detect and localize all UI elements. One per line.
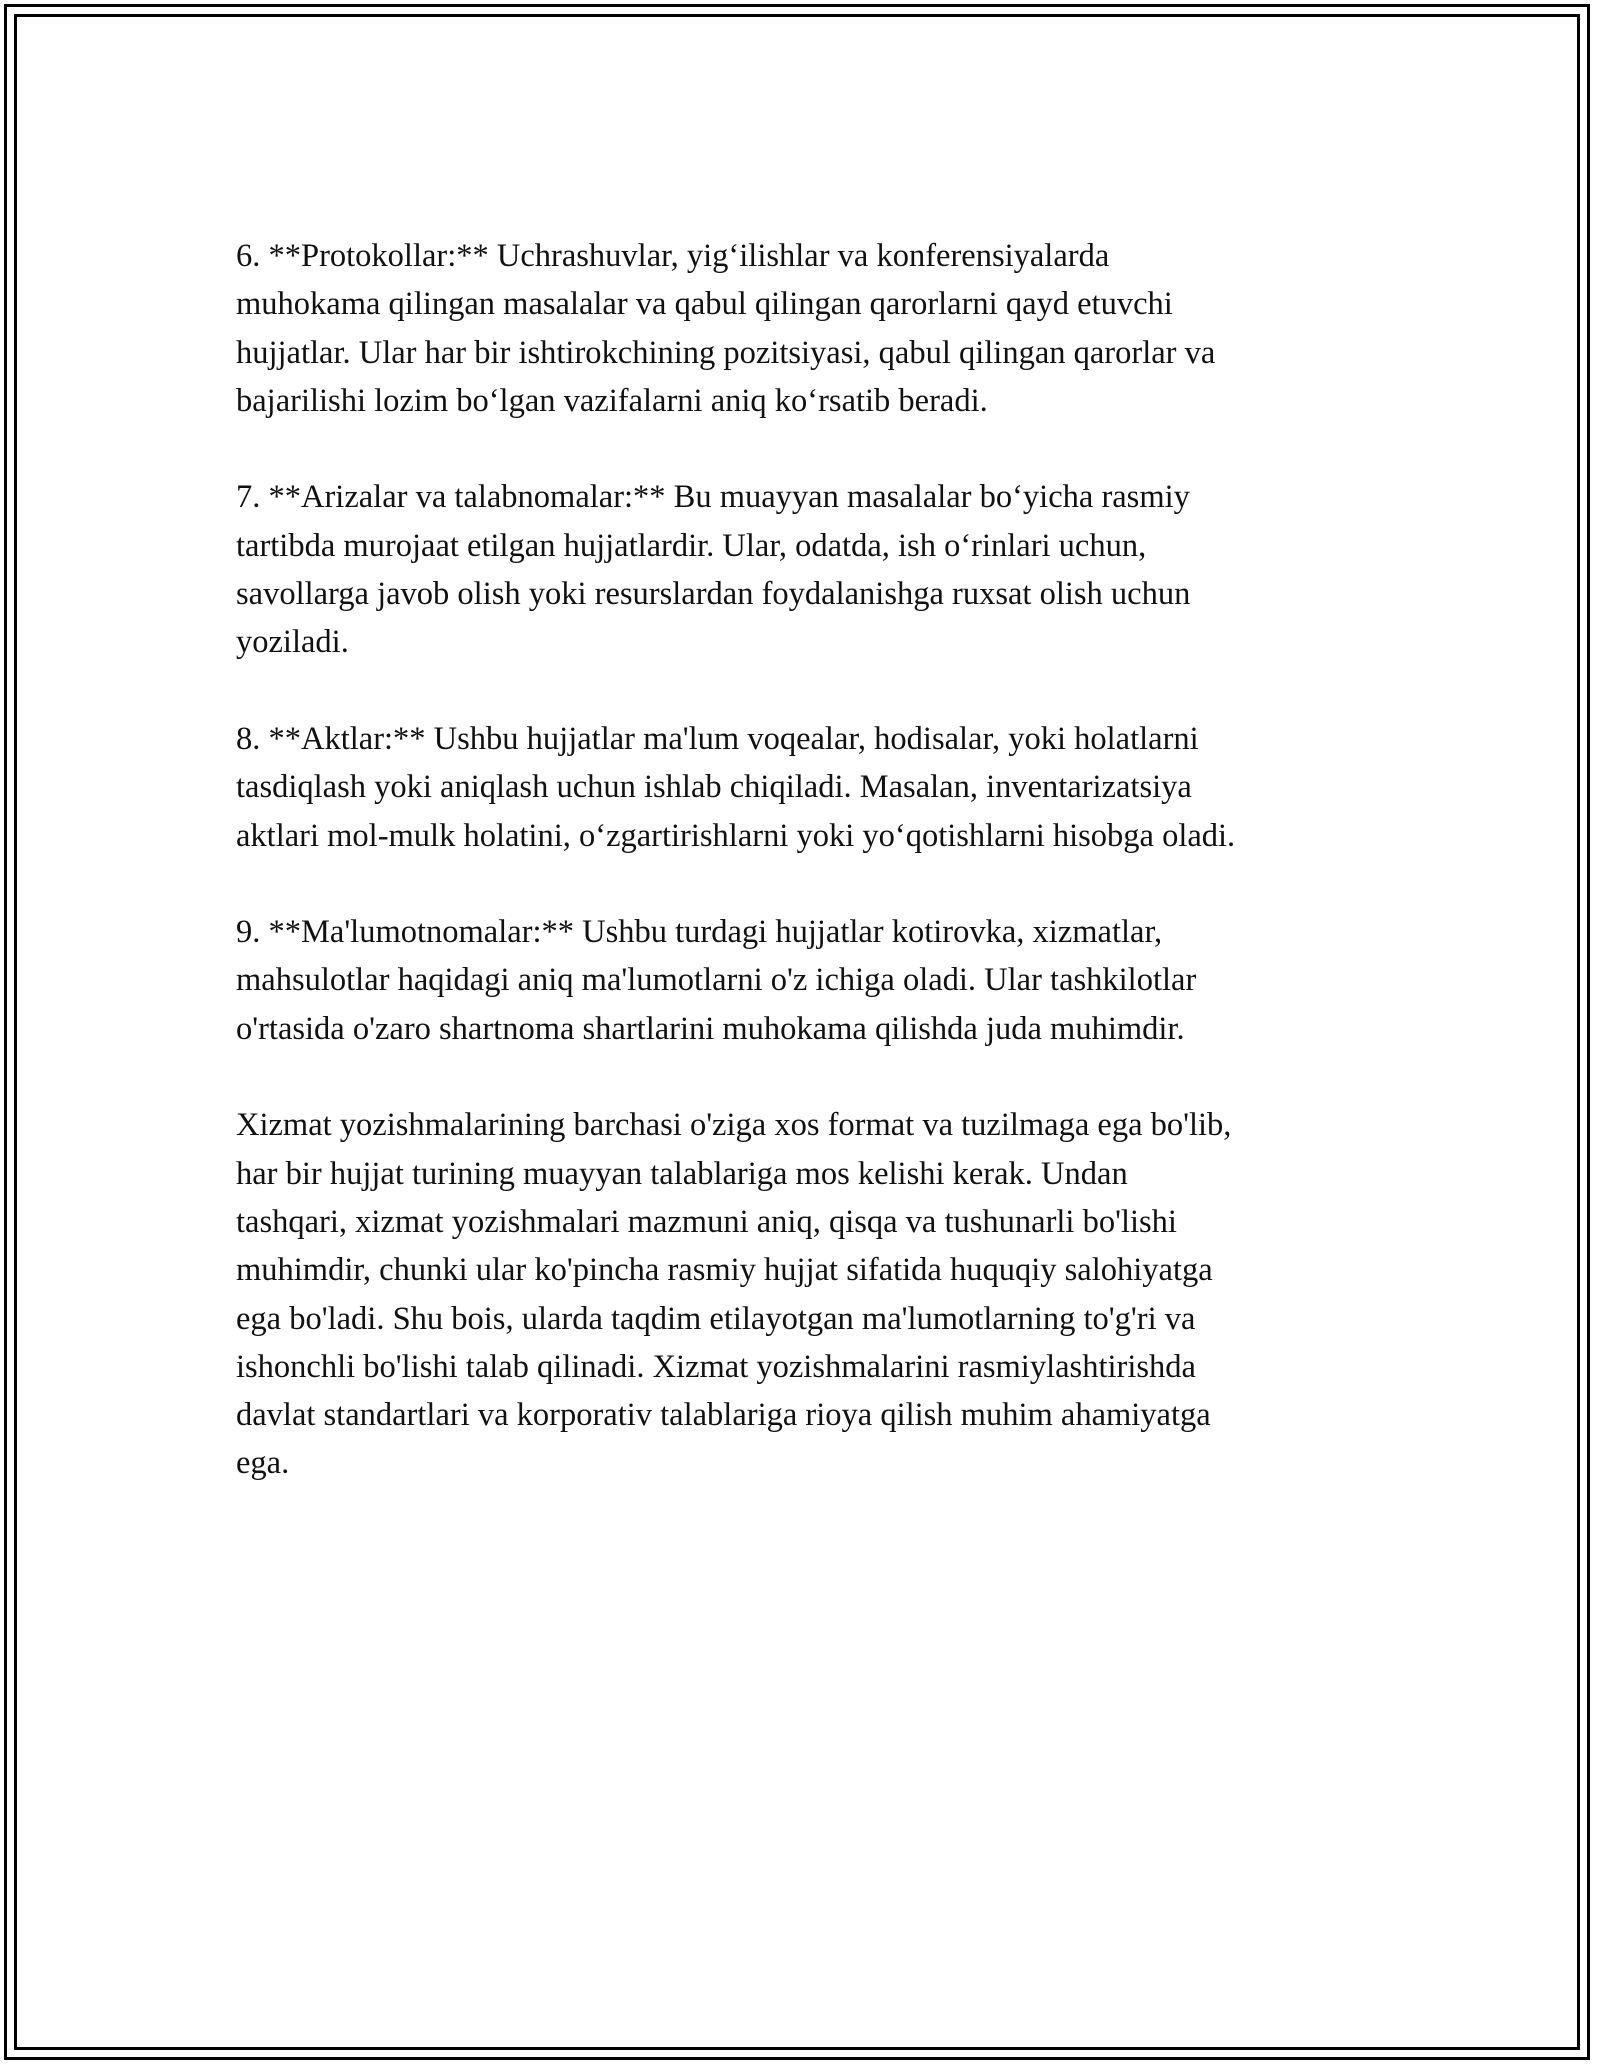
document-body <box>236 232 1396 1536</box>
paragraph-conclusion: Xizmat yozishmalarining barchasi o'ziga xos format va tuzilmaga ega bo'lib, har bir hujjat turining muayyan talablariga mos kelishi kerak. Undan tashqari, xizmat yozishmalari mazmuni aniq, qisqa va tushunarli bo'lishi muhimdir, chunki ular ko'pincha rasmiy hujjat sifatida huquqiy salohiyatga ega bo'ladi. Shu bois, ularda taqdim etilayotgan ma'lumotlarning to'g'ri va ishonchli bo'lishi talab qilinadi. Xizmat yozishmalarini rasmiylashtirishda davlat standartlari va korporativ talablariga rioya qilish muhim ahamiyatga ega. <box>236 1107 1232 1482</box>
paragraph-arizalar: 7. **Arizalar va talabnomalar:** Bu muayyan masalalar bo‘yicha rasmiy tartibda murojaat etilgan hujjatlardir. Ular, odatda, ish o‘rinlari uchun, savollarga javob olish yoki resurslardan foydalanishga ruxsat olish uchun yoziladi. <box>236 479 1191 661</box>
paragraph-aktlar: 8. **Aktlar:** Ushbu hujjatlar ma'lum voqealar, hodisalar, yoki holatlarni tasdiqlash yoki aniqlash uchun ishlab chiqiladi. Masalan, inventarizatsiya aktlari mol-mulk holatini, o‘zgartirishlarni yoki yo‘qotishlarni hisobga oladi. <box>236 720 1236 854</box>
paragraph-protokollar: 6. **Protokollar:** Uchrashuvlar, yig‘ilishlar va konferensiyalarda muhokama qilingan masalalar va qabul qilingan qarorlarni qayd etuvchi hujjatlar. Ular har bir ishtirokchining pozitsiyasi, qabul qilingan qarorlar va bajarilishi lozim bo‘lgan vazifalarni aniq ko‘rsatib beradi. <box>236 238 1216 419</box>
paragraph-malumotnomalar: 9. **Ma'lumotnomalar:** Ushbu turdagi hujjatlar kotirovka, xizmatlar, mahsulotlar haqidagi aniq ma'lumotlarni o'z ichiga oladi. Ular tashkilotlar o'rtasida o'zaro shartnoma shartlarini muhokama qilishda juda muhimdir. <box>236 914 1197 1047</box>
